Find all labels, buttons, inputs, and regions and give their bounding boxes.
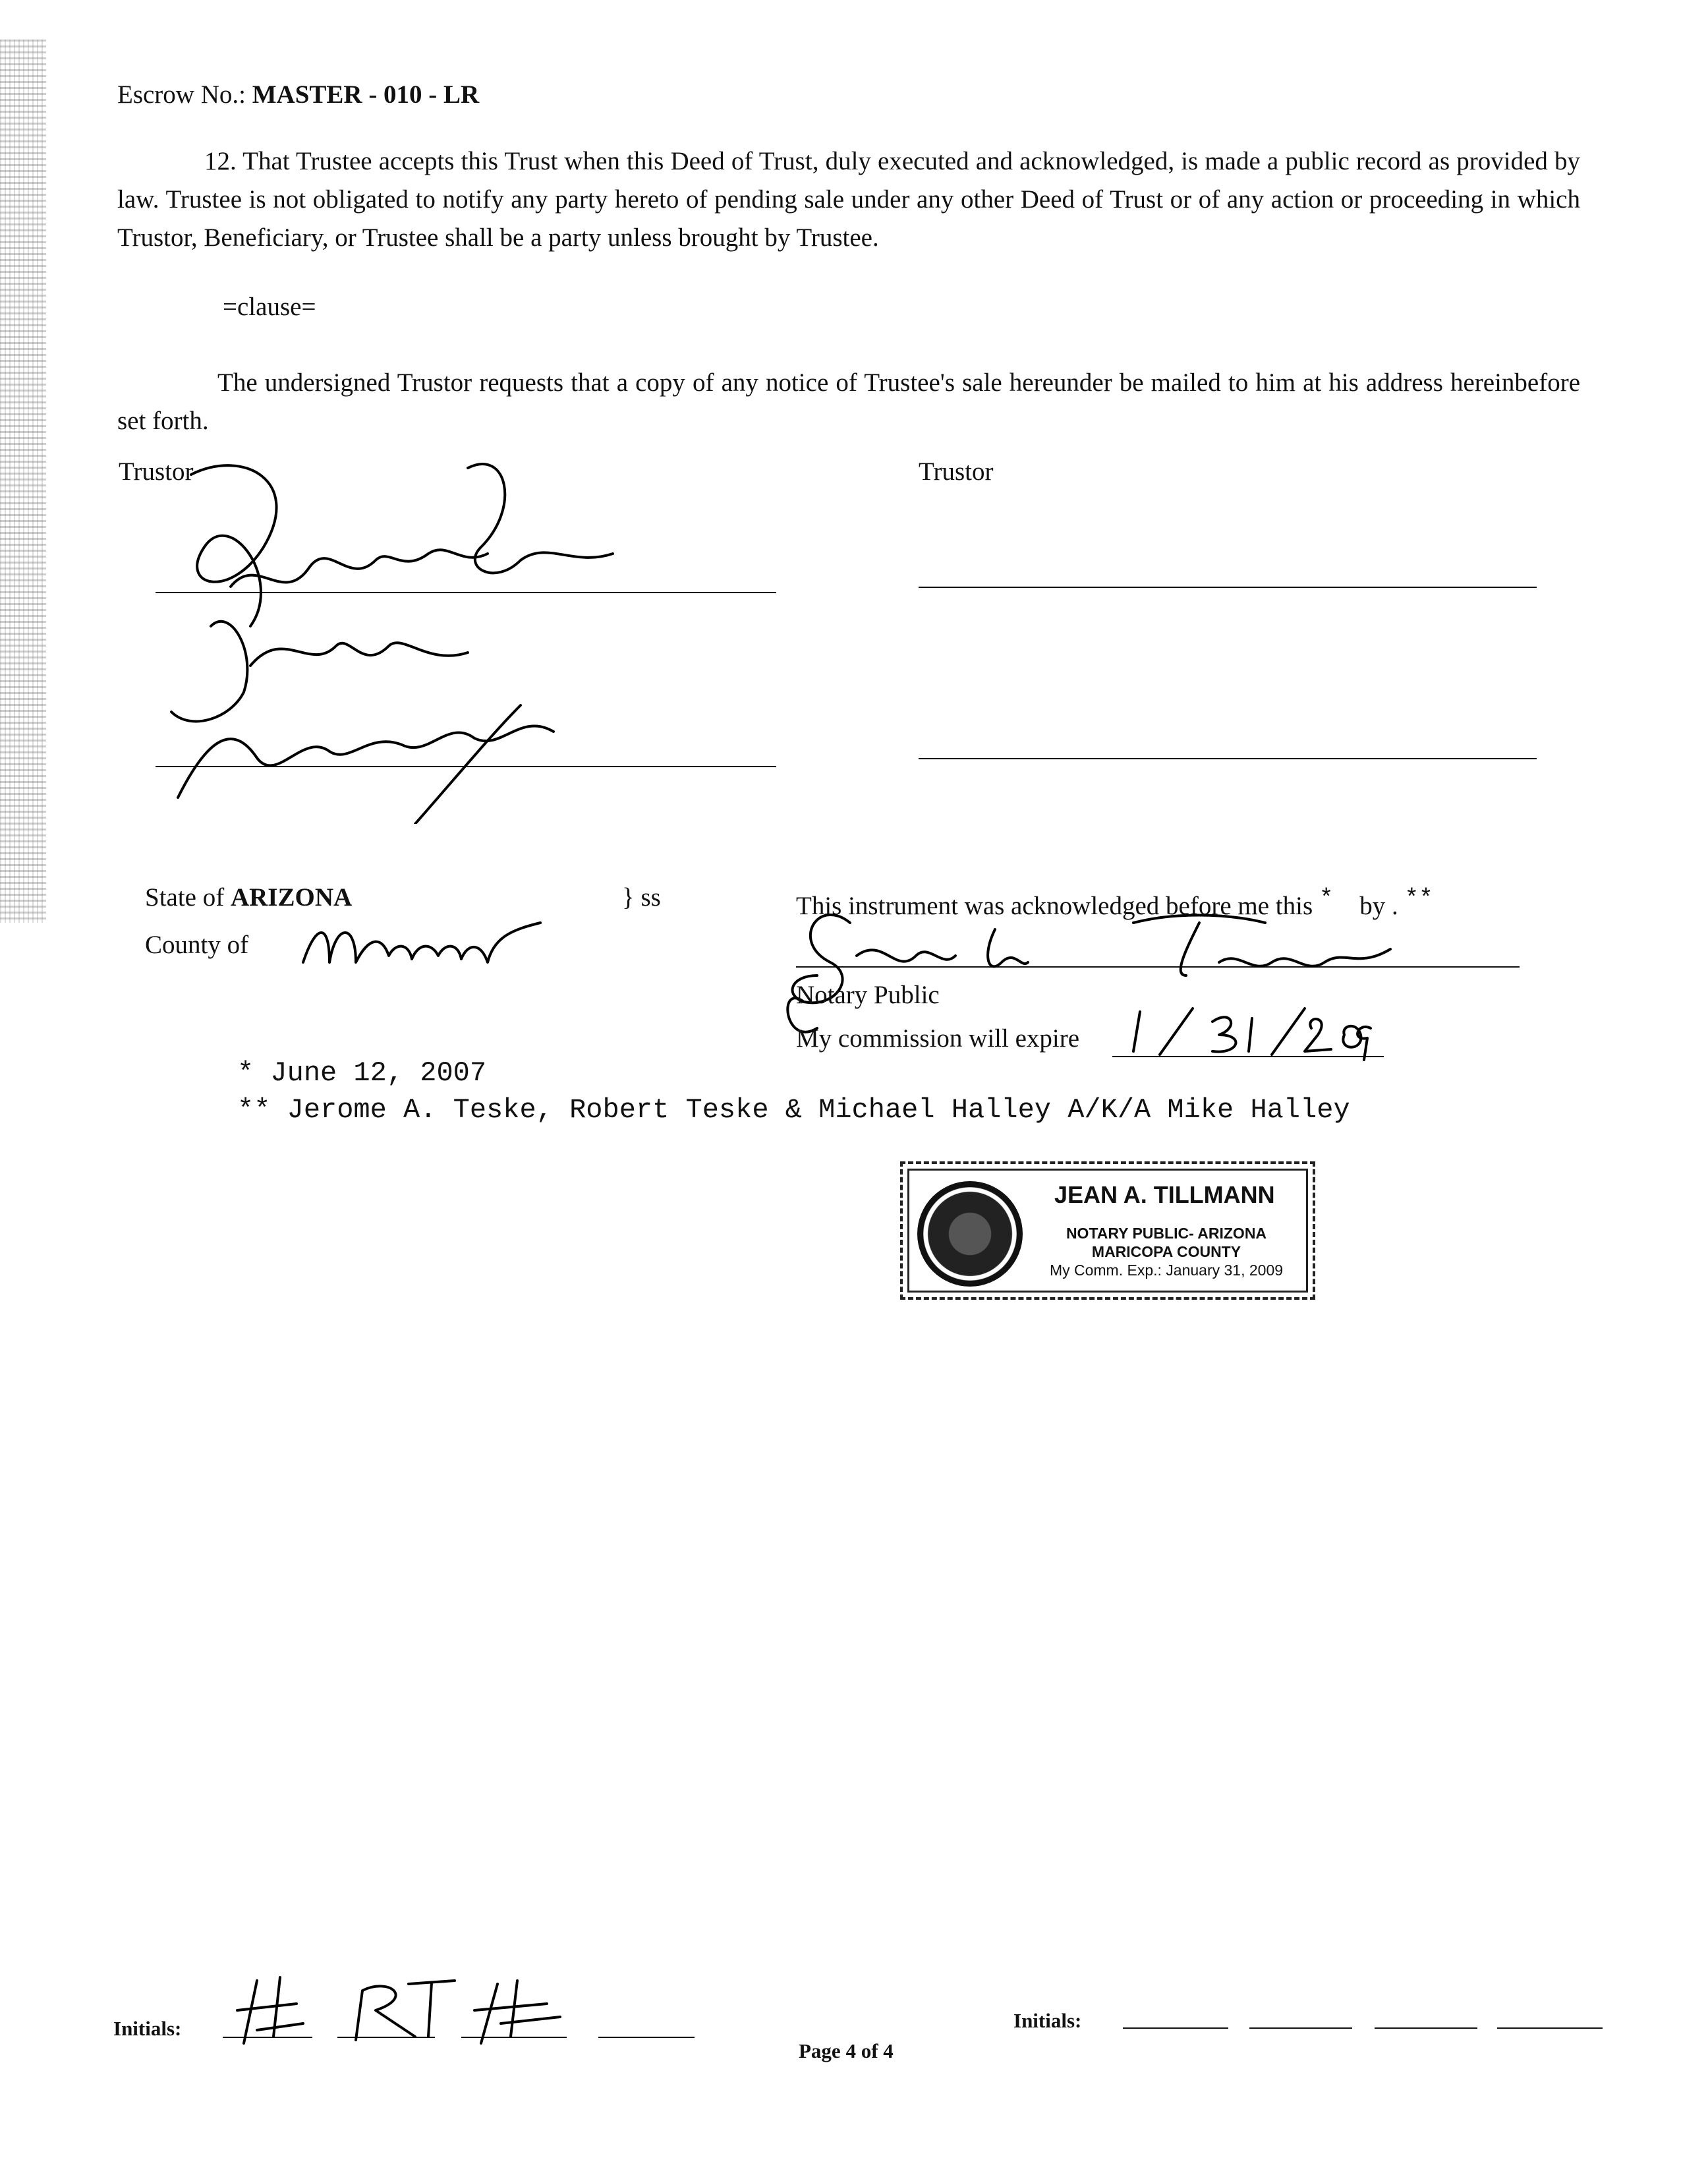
county-label: County of xyxy=(145,931,249,959)
signature-line-right-1 xyxy=(919,587,1537,588)
initials-left-label: Initials: xyxy=(113,2017,182,2040)
commission-label: My commission will expire xyxy=(796,1024,1080,1053)
trustor-label-left: Trustor xyxy=(119,457,194,486)
acknowledgment-stars: ** xyxy=(1404,885,1433,912)
stamp-line-1: NOTARY PUBLIC- ARIZONA xyxy=(1066,1225,1267,1242)
initials-left-line-4 xyxy=(598,2037,695,2038)
stamp-line-2: MARICOPA COUNTY xyxy=(1091,1243,1241,1260)
initials-right-line-2 xyxy=(1249,2027,1352,2029)
county-handwritten-image xyxy=(297,910,547,982)
acknowledgment-text: This instrument was acknowledged before me this xyxy=(796,892,1313,920)
typed-names-note: ** Jerome A. Teske, Robert Teske & Michael Halley A/K/A Mike Halley xyxy=(237,1094,1350,1126)
initials-handwritten-image xyxy=(217,1971,586,2050)
initials-right-line-3 xyxy=(1375,2027,1477,2029)
initials-right-label: Initials: xyxy=(1013,2009,1082,2032)
notice-request-paragraph: The undersigned Trustor requests that a copy of any notice of Trustee's sale hereunder be mailed to him at his address hereinbefore set forth. xyxy=(117,368,1580,435)
commission-expiry-handwritten-image xyxy=(1120,1002,1384,1061)
acknowledgment-star: * xyxy=(1319,885,1334,912)
stamp-line-3: My Comm. Exp.: January 31, 2009 xyxy=(1049,1262,1284,1279)
trustor-signatures-image xyxy=(152,455,679,824)
typed-date-note: * June 12, 2007 xyxy=(237,1057,487,1089)
escrow-header xyxy=(117,78,479,113)
page-number: Page 4 of 4 xyxy=(799,2039,894,2062)
clause-marker: =clause= xyxy=(223,293,316,321)
notary-stamp xyxy=(900,1161,1315,1300)
initials-right-line-1 xyxy=(1123,2027,1228,2029)
state-seal-icon xyxy=(917,1181,1023,1287)
signature-line-right-2 xyxy=(919,758,1537,759)
scan-edge-noise xyxy=(0,40,46,923)
clause-12-paragraph: 12. That Trustee accepts this Trust when this Deed of Trust, duly executed and acknowledged, is made a public record as provided by law. Trustee is not obligated to notify any party hereto of pending sale under any other Deed of Trust or of any action or proceeding in which Trustor, Beneficiary, or Trustee shall be a party unless brought by Trustee. xyxy=(117,147,1580,252)
escrow-label: Escrow No.: xyxy=(117,80,246,109)
trustor-label-right: Trustor xyxy=(919,457,994,486)
escrow-number: MASTER - 010 - LR xyxy=(252,80,480,109)
state-value: ARIZONA xyxy=(230,883,353,912)
acknowledgment-by: by . xyxy=(1359,892,1398,920)
stamp-notary-name: JEAN A. TILLMANN xyxy=(1054,1181,1275,1208)
notary-public-label: Notary Public xyxy=(796,981,940,1009)
state-label: State of xyxy=(145,883,225,912)
initials-right-line-4 xyxy=(1497,2027,1603,2029)
ss-mark: } ss xyxy=(622,883,661,912)
